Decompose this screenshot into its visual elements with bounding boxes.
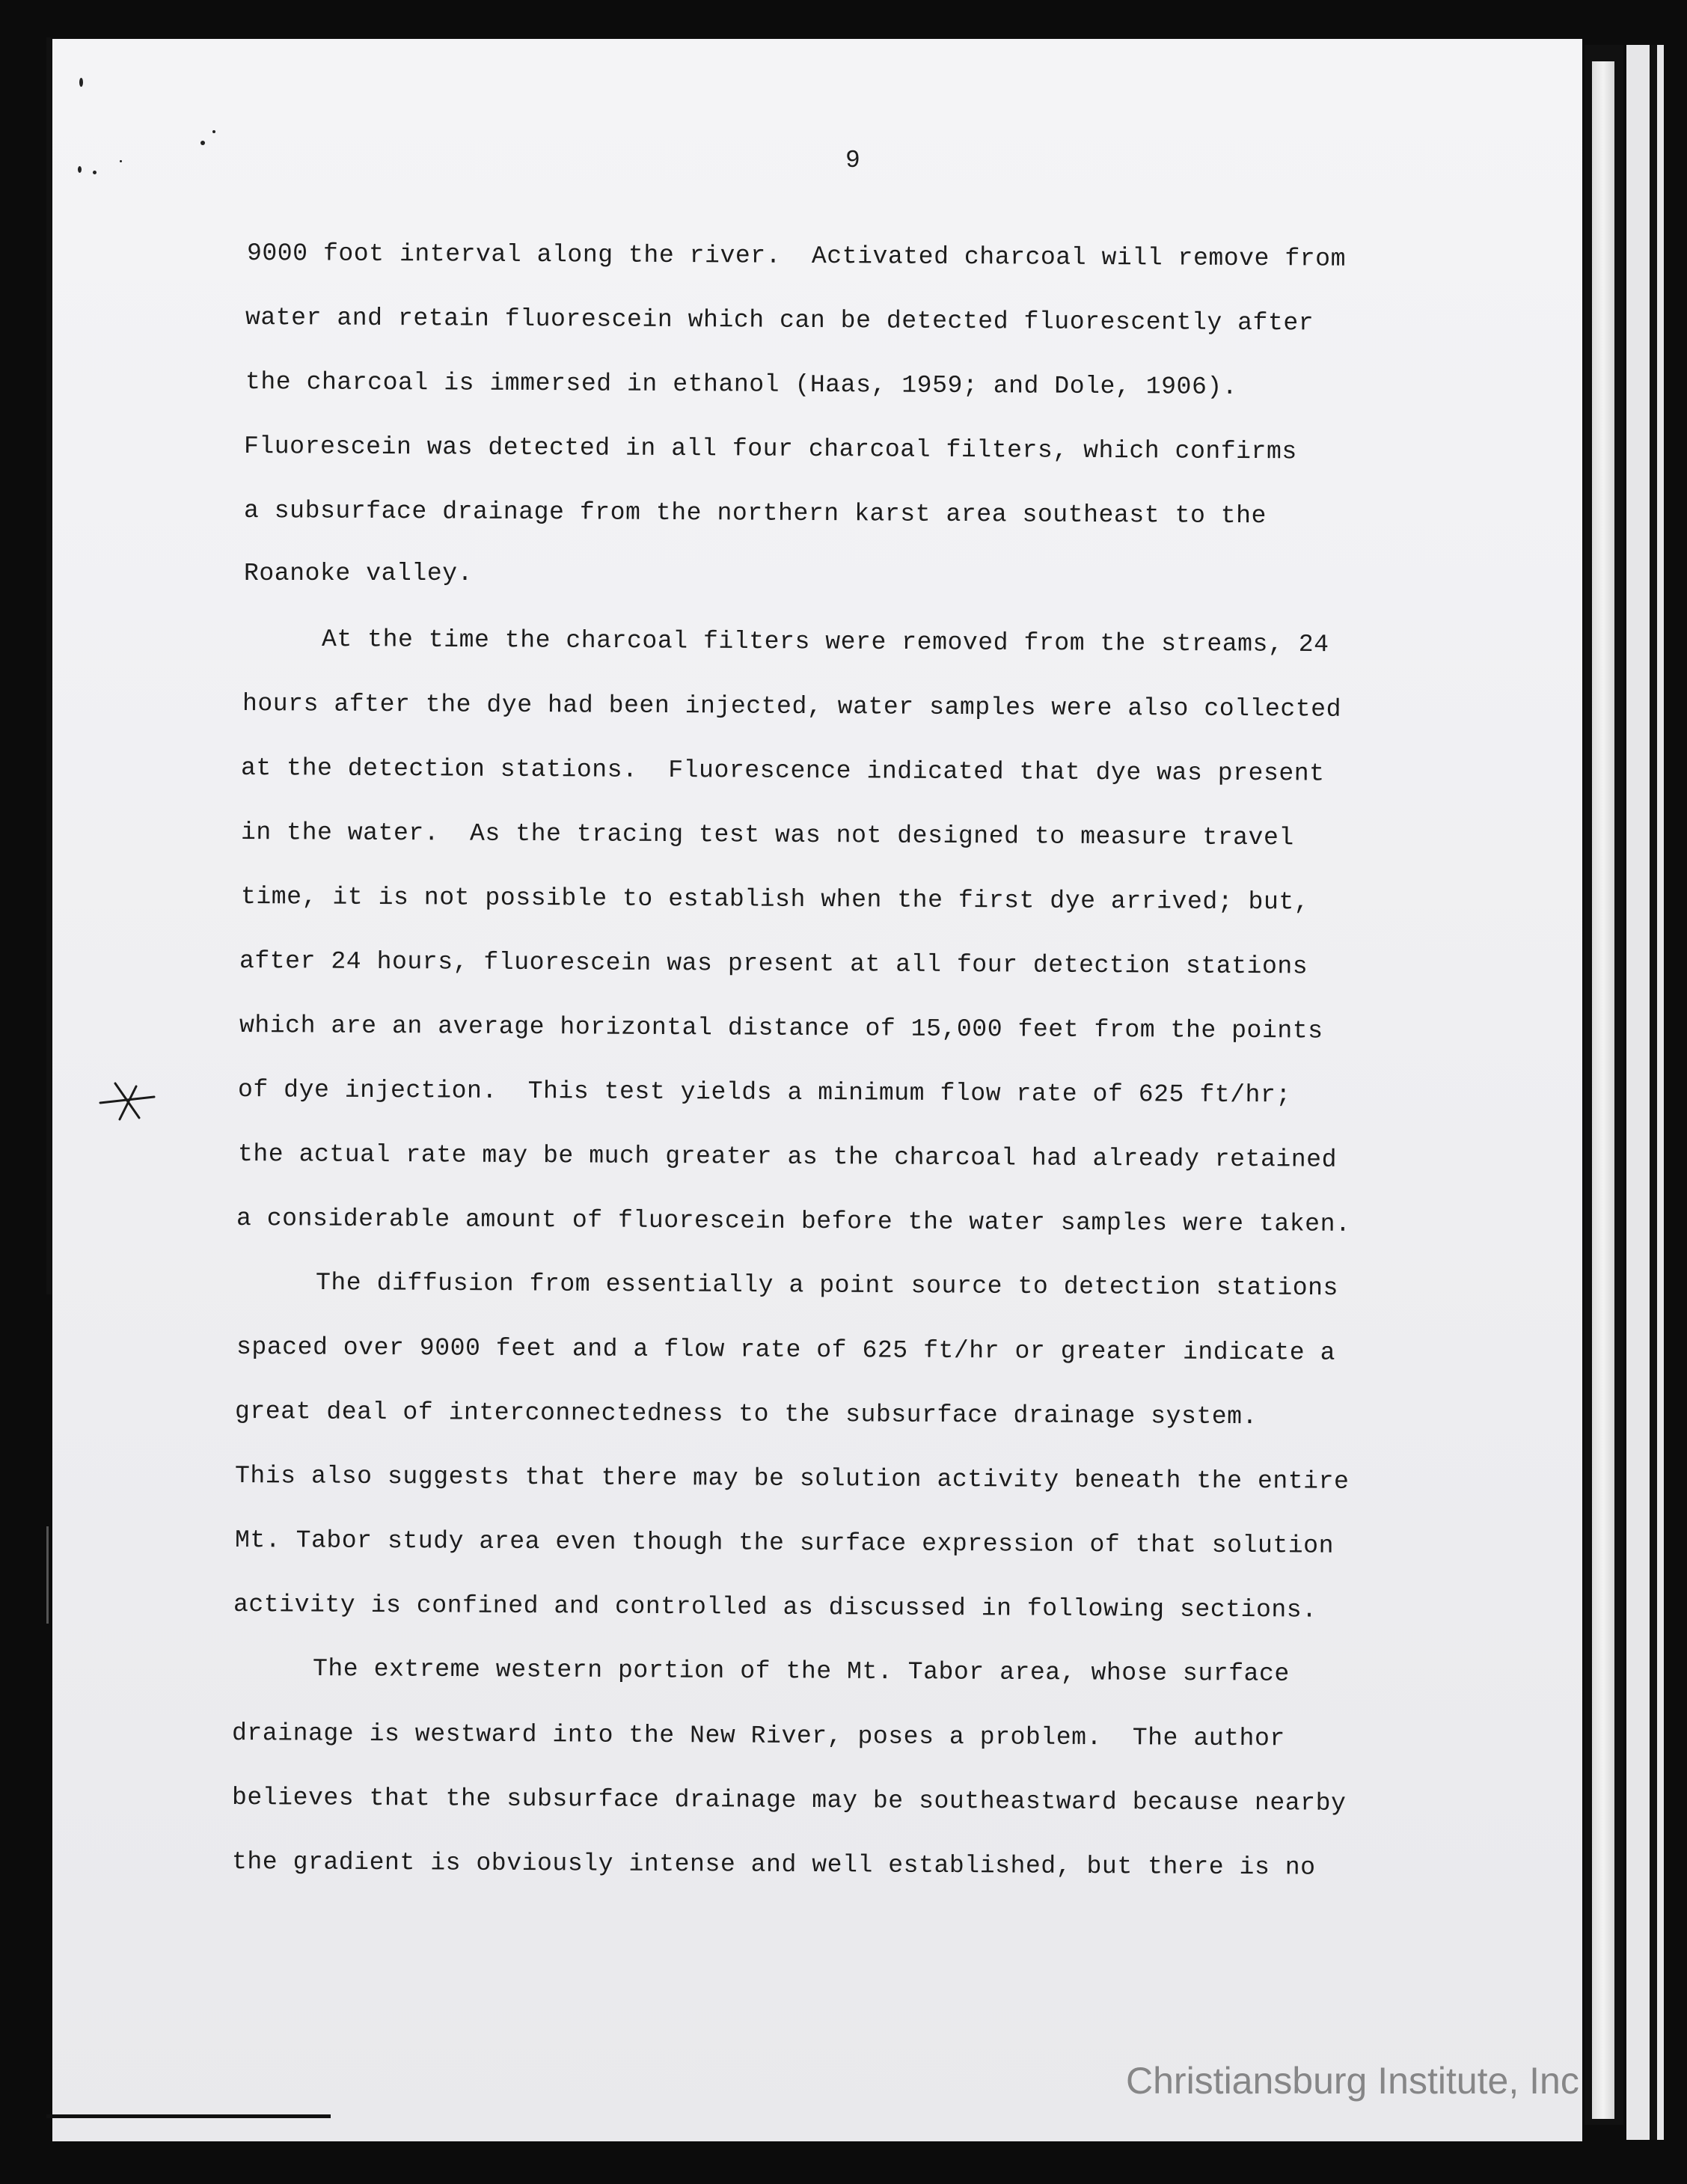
scan-speck <box>200 141 205 145</box>
body-line: This also suggests that there may be solution activity beneath the entire <box>234 1462 1350 1496</box>
body-line: a subsurface drainage from the northern karst area southeast to the <box>243 497 1267 530</box>
body-line: The diffusion from essentially a point source to detection stations <box>315 1269 1339 1303</box>
body-line: spaced over 9000 feet and a flow rate of 625 ft/hr or greater indicate a <box>236 1333 1336 1367</box>
scan-speck <box>78 166 82 173</box>
body-line: in the water. As the tracing test was not designed to measure travel <box>240 819 1294 852</box>
binder-edge-strip <box>1592 61 1614 2119</box>
body-line: great deal of interconnectedness to the subsurface drainage system. <box>234 1398 1258 1431</box>
body-line: activity is confined and controlled as discussed in following sections. <box>233 1591 1317 1624</box>
left-border-line <box>46 37 52 1294</box>
body-line: Roanoke valley. <box>244 560 474 587</box>
body-line: at the detection stations. Fluorescence indicated that dye was present <box>240 754 1325 788</box>
body-line: the charcoal is immersed in ethanol (Haas, 1959; and Dole, 1906). <box>245 368 1238 401</box>
handwritten-asterisk-mark <box>97 1077 157 1122</box>
body-line: the actual rate may be much greater as the charcoal had already retained <box>237 1140 1338 1174</box>
scan-speck <box>212 130 215 133</box>
body-line: water and retain fluorescein which can be detected fluorescently after <box>245 304 1314 337</box>
body-line: Fluorescein was detected in all four charcoal filters, which confirms <box>243 432 1297 466</box>
body-line: Mt. Tabor study area even though the surface expression of that solution <box>234 1526 1335 1560</box>
body-line: At the time the charcoal filters were removed from the streams, 24 <box>321 625 1329 659</box>
body-line: of dye injection. This test yields a minimum flow rate of 625 ft/hr; <box>237 1076 1291 1110</box>
scan-speck <box>120 160 122 162</box>
page-number: 9 <box>845 147 860 174</box>
body-line: hours after the dye had been injected, water samples were also collected <box>242 690 1342 724</box>
body-line: time, it is not possible to establish when the first dye arrived; but, <box>240 883 1310 917</box>
body-line: which are an average horizontal distance of 15,000 feet from the points <box>239 1012 1323 1045</box>
body-line: drainage is westward into the New River, poses a problem. The author <box>231 1719 1285 1753</box>
bottom-border-line <box>46 2114 331 2118</box>
body-line: after 24 hours, fluorescein was present at all four detection stations <box>239 947 1308 981</box>
body-line: the gradient is obviously intense and well established, but there is no <box>231 1848 1316 1882</box>
right-edge-line <box>1650 45 1657 2140</box>
body-line: The extreme western portion of the Mt. Tabor area, whose surface <box>312 1655 1290 1688</box>
body-line: a considerable amount of fluorescein before the water samples were taken. <box>236 1205 1351 1238</box>
body-line: believes that the subsurface drainage may be southeastward because nearby <box>231 1784 1347 1817</box>
archive-watermark: Christiansburg Institute, Inc <box>1126 2060 1579 2102</box>
body-line: 9000 foot interval along the river. Activated charcoal will remove from <box>246 239 1347 273</box>
scan-speck <box>79 78 83 87</box>
left-border-line-lower <box>46 1526 49 1624</box>
right-page-edge <box>1626 45 1664 2140</box>
scan-speck <box>93 171 97 174</box>
